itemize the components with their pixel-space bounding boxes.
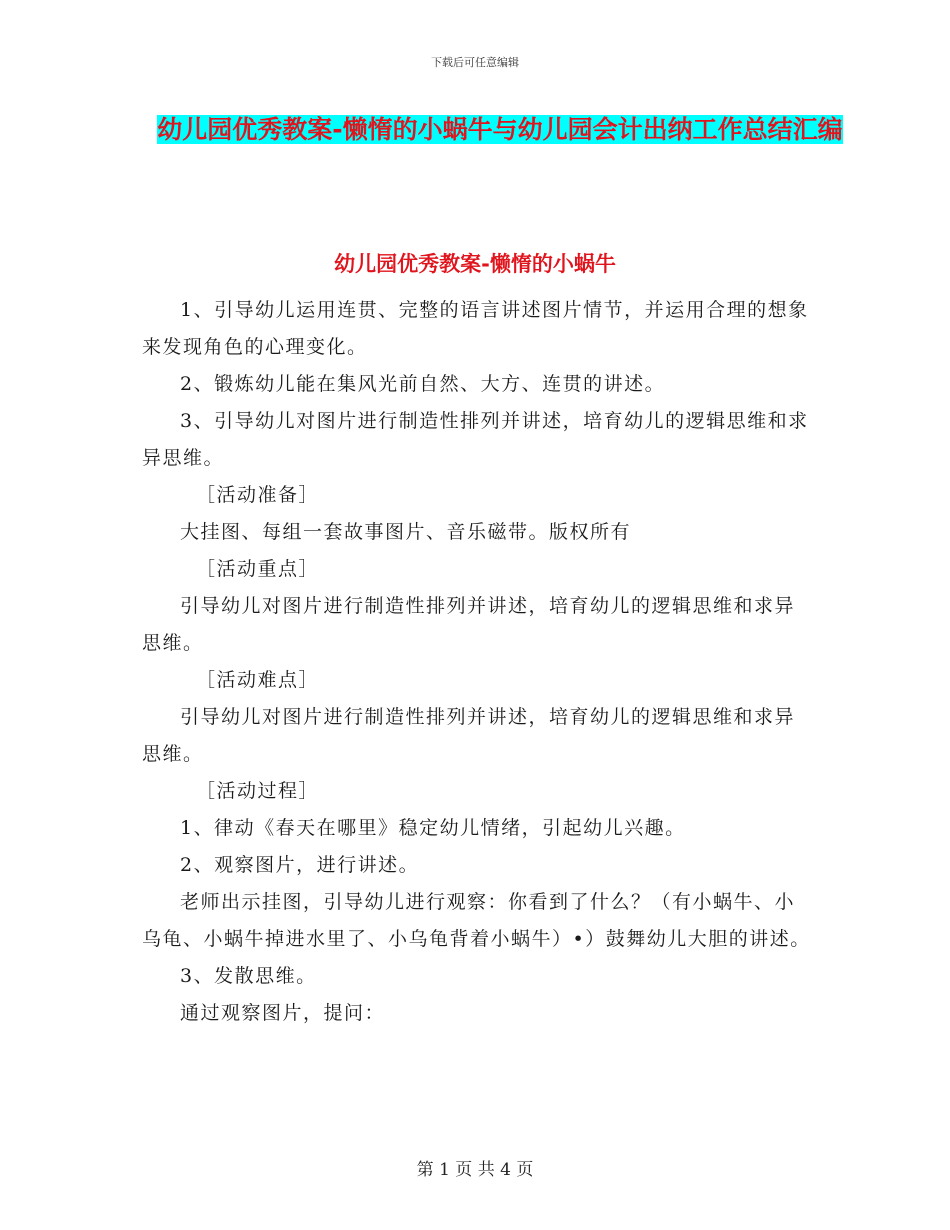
paragraph: 1、引导幼儿运用连贯、完整的语言讲述图片情节，并运用合理的想象来发现角色的心理变化。 — [142, 299, 809, 358]
paragraph: 引导幼儿对图片进行制造性排列并讲述，培育幼儿的逻辑思维和求异思维。 — [142, 595, 796, 654]
paragraph: 老师出示挂图，引导幼儿进行观察：你看到了什么？（有小蜗牛、小乌龟、小蜗牛掉进水里了、小乌龟背着小蜗牛）•）鼓舞幼儿大胆的讲述。 — [142, 891, 811, 950]
paragraph: 2、观察图片，进行讲述。 — [180, 854, 420, 876]
section-title: 幼儿园优秀教案-懒惰的小蜗牛 — [334, 252, 616, 276]
section-heading-difficulty: ［活动难点］ — [196, 669, 320, 691]
paragraph: 3、发散思维。 — [180, 965, 317, 987]
paragraph: 大挂图、每组一套故事图片、音乐磁带。版权所有 — [180, 521, 632, 543]
section-heading-preparation: ［活动准备］ — [196, 484, 320, 506]
document-title-text: 幼儿园优秀教案-懒惰的小蜗牛与幼儿园会计出纳工作总结汇编 — [157, 115, 843, 144]
page-number-footer: 第 1 页 共 4 页 — [416, 1160, 534, 1180]
paragraph: 3、引导幼儿对图片进行制造性排列并讲述，培育幼儿的逻辑思维和求异思维。 — [142, 410, 809, 469]
section-heading-process: ［活动过程］ — [196, 780, 320, 802]
section-heading-focus: ［活动重点］ — [196, 558, 320, 580]
paragraph: 通过观察图片，提问： — [180, 1002, 386, 1024]
paragraph: 2、锻炼幼儿能在集风光前自然、大方、连贯的讲述。 — [180, 373, 666, 395]
document-title — [140, 108, 860, 152]
page-header-note: 下载后可任意编辑 — [431, 56, 519, 69]
document-body — [142, 292, 812, 1032]
paragraph: 1、律动《春天在哪里》稳定幼儿情绪，引起幼儿兴趣。 — [180, 817, 686, 839]
paragraph: 引导幼儿对图片进行制造性排列并讲述，培育幼儿的逻辑思维和求异思维。 — [142, 706, 796, 765]
